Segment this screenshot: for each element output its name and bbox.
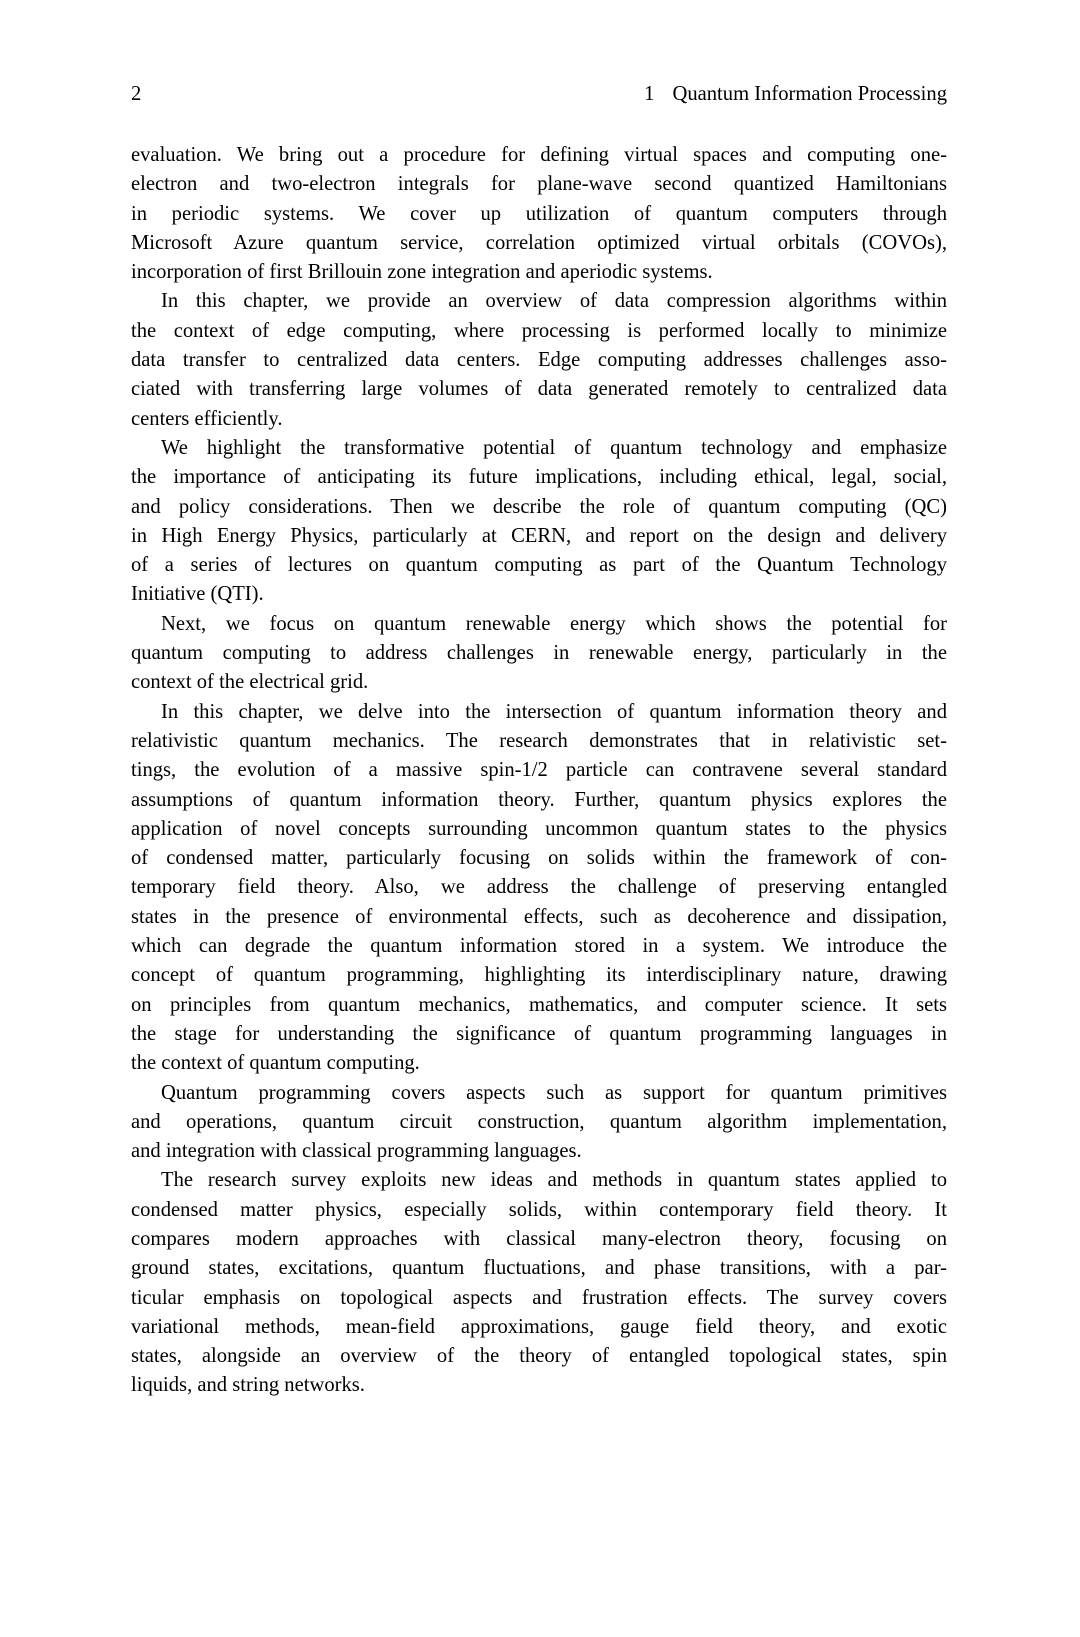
page-body [131,141,947,1401]
text-line: application of novel concepts surrounding uncommon quantum states to the physics [131,817,947,840]
text-line: compares modern approaches with classical many-electron theory, focusing on [131,1227,947,1250]
text-line: and policy considerations. Then we describe the role of quantum computing (QC) [131,495,947,518]
text-line: In this chapter, we provide an overview of data compression algorithms within [161,290,947,313]
text-line: Quantum programming covers aspects such as support for quantum primitives [161,1081,947,1104]
text-line: quantum computing to address challenges in renewable energy, particularly in the [131,642,947,665]
paragraph [131,434,947,610]
text-line: context of the electrical grid. [131,671,369,694]
text-line: incorporation of first Brillouin zone integration and aperiodic systems. [131,261,713,284]
text-line: Next, we focus on quantum renewable energy which shows the potential for [161,612,947,635]
text-line: the context of edge computing, where processing is performed locally to minimize [131,319,947,342]
text-line: evaluation. We bring out a procedure for defining virtual spaces and computing one- [131,144,947,166]
text-line: electron and two-electron integrals for plane-wave second quantized Hamiltonians [131,173,947,196]
paragraph [131,1166,947,1400]
chapter-number: 1 [644,83,655,105]
text-line: and integration with classical programming languages. [131,1140,582,1163]
text-line: In this chapter, we delve into the intersection of quantum information theory and [161,700,947,723]
text-line: data transfer to centralized data centers. Edge computing addresses challenges asso- [131,349,947,372]
text-line: concept of quantum programming, highlighting its interdisciplinary nature, drawing [131,964,947,987]
page-number: 2 [131,83,142,105]
text-line: The research survey exploits new ideas and methods in quantum states applied to [161,1169,947,1192]
text-line: tings, the evolution of a massive spin-1/2 particle can contravene several standard [131,759,947,782]
text-line: temporary field theory. Also, we address the challenge of preserving entangled [131,876,947,899]
text-line: the importance of anticipating its future implications, including ethical, legal, social, [131,466,947,489]
text-line: liquids, and string networks. [131,1374,365,1397]
text-line: assumptions of quantum information theory. Further, quantum physics explores the [131,788,947,811]
text-line: on principles from quantum mechanics, mathematics, and computer science. It sets [131,993,947,1016]
text-line: Microsoft Azure quantum service, correlation optimized virtual orbitals (COVOs), [131,231,947,254]
text-line: states in the presence of environmental effects, such as decoherence and dissipation, [131,905,947,928]
text-line: and operations, quantum circuit construction, quantum algorithm implementation, [131,1110,947,1133]
paragraph [131,610,947,698]
paragraph [131,698,947,1079]
text-line: states, alongside an overview of the theory of entangled topological states, spin [131,1345,947,1368]
text-line: of a series of lectures on quantum computing as part of the Quantum Technology [131,554,947,577]
text-line: We highlight the transformative potential of quantum technology and emphasize [161,436,947,459]
paragraph [131,141,947,287]
text-line: relativistic quantum mechanics. The research demonstrates that in relativistic set- [131,729,947,752]
text-line: of condensed matter, particularly focusing on solids within the framework of con- [131,847,947,870]
text-line: Initiative (QTI). [131,583,264,606]
paragraph [131,287,947,433]
running-head [644,82,947,106]
text-line: which can degrade the quantum information stored in a system. We introduce the [131,935,947,958]
text-line: the stage for understanding the significance of quantum programming languages in [131,1022,947,1045]
text-line: variational methods, mean-field approximations, gauge field theory, and exotic [131,1315,947,1338]
text-line: ciated with transferring large volumes of data generated remotely to centralized data [131,378,947,401]
running-header [131,82,947,106]
paragraph [131,1079,947,1167]
chapter-title: Quantum Information Processing [672,83,947,105]
text-line: in periodic systems. We cover up utilization of quantum computers through [131,202,947,225]
text-line: in High Energy Physics, particularly at CERN, and report on the design and delivery [131,524,947,547]
text-line: ticular emphasis on topological aspects and frustration effects. The survey covers [131,1286,947,1309]
text-line: the context of quantum computing. [131,1052,420,1075]
text-line: ground states, excitations, quantum fluctuations, and phase transitions, with a par- [131,1257,947,1280]
text-line: condensed matter physics, especially solids, within contemporary field theory. It [131,1198,947,1221]
text-line: centers efficiently. [131,407,283,430]
